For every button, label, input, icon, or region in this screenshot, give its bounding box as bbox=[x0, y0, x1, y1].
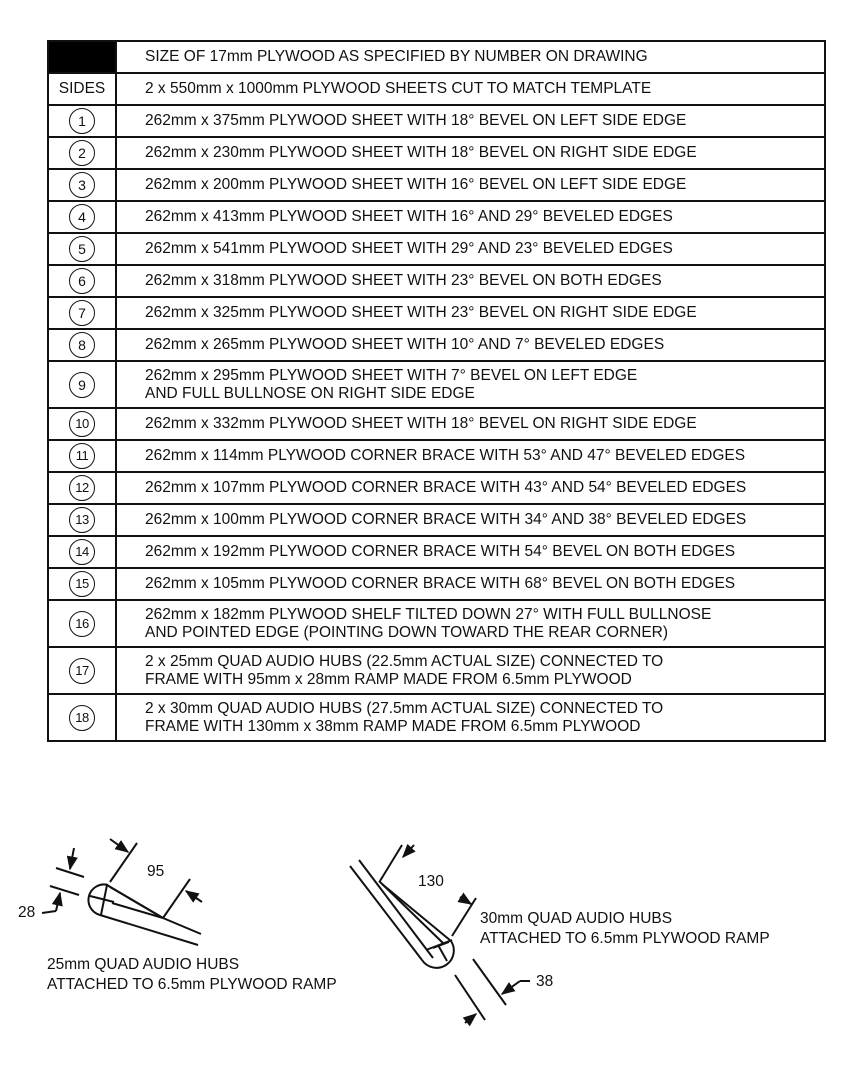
right-caption-line1: 30mm QUAD AUDIO HUBS bbox=[480, 910, 673, 927]
sides-label: SIDES bbox=[48, 73, 116, 105]
part-description-line: 262mm x 295mm PLYWOOD SHEET WITH 7° BEVEL ON LEFT EDGE bbox=[145, 366, 638, 384]
part-description-line: FRAME WITH 130mm x 38mm RAMP MADE FROM 6.5mm PLYWOOD bbox=[145, 717, 641, 735]
left-length-label: 95 bbox=[147, 863, 165, 880]
part-description-line: 262mm x 413mm PLYWOOD SHEET WITH 16° AND 29° BEVELED EDGES bbox=[145, 208, 673, 225]
part-description-line: AND FULL BULLNOSE ON RIGHT SIDE EDGE bbox=[145, 384, 475, 402]
part-description-line: 262mm x 107mm PLYWOOD CORNER BRACE WITH 43° AND 54° BEVELED EDGES bbox=[145, 479, 747, 496]
part-number-badge: 4 bbox=[69, 204, 95, 230]
part-number-badge: 13 bbox=[69, 507, 95, 533]
part-description-line: 2 x 30mm QUAD AUDIO HUBS (27.5mm ACTUAL SIZE) CONNECTED TO bbox=[145, 699, 664, 717]
part-number-badge: 6 bbox=[69, 268, 95, 294]
part-number-badge: 18 bbox=[69, 705, 95, 731]
part-description-line: 262mm x 541mm PLYWOOD SHEET WITH 29° AND 23° BEVELED EDGES bbox=[145, 240, 673, 257]
sides-description: 2 x 550mm x 1000mm PLYWOOD SHEETS CUT TO MATCH TEMPLATE bbox=[116, 73, 825, 105]
part-number-badge: 7 bbox=[69, 300, 95, 326]
part-description-line: 262mm x 100mm PLYWOOD CORNER BRACE WITH 34° AND 38° BEVELED EDGES bbox=[145, 511, 747, 528]
part-number-badge: 5 bbox=[69, 236, 95, 262]
part-number-badge: 8 bbox=[69, 332, 95, 358]
part-description-line: 262mm x 182mm PLYWOOD SHELF TILTED DOWN 27° WITH FULL BULLNOSE bbox=[145, 605, 712, 623]
part-description-line: 262mm x 325mm PLYWOOD SHEET WITH 23° BEVEL ON RIGHT SIDE EDGE bbox=[145, 304, 697, 321]
part-number-badge: 10 bbox=[69, 411, 95, 437]
part-number-badge: 17 bbox=[69, 658, 95, 684]
part-description-line: 262mm x 105mm PLYWOOD CORNER BRACE WITH 68° BEVEL ON BOTH EDGES bbox=[145, 575, 736, 592]
part-description-line: 262mm x 265mm PLYWOOD SHEET WITH 10° AND 7° BEVELED EDGES bbox=[145, 336, 665, 353]
part-number-badge: 12 bbox=[69, 475, 95, 501]
part-number-badge: 16 bbox=[69, 611, 95, 637]
right-caption-line2: ATTACHED TO 6.5mm PLYWOOD RAMP bbox=[480, 930, 770, 947]
right-length-label: 130 bbox=[418, 873, 444, 890]
part-description-line: AND POINTED EDGE (POINTING DOWN TOWARD THE REAR CORNER) bbox=[145, 623, 669, 641]
left-caption bbox=[47, 955, 337, 995]
part-description-line: 262mm x 375mm PLYWOOD SHEET WITH 18° BEVEL ON LEFT SIDE EDGE bbox=[145, 112, 687, 129]
left-caption-line1: 25mm QUAD AUDIO HUBS bbox=[47, 956, 240, 973]
part-number-badge: 11 bbox=[69, 443, 95, 469]
part-number-badge: 3 bbox=[69, 172, 95, 198]
part-description-line: 262mm x 200mm PLYWOOD SHEET WITH 16° BEVEL ON LEFT SIDE EDGE bbox=[145, 176, 687, 193]
part-description-line: FRAME WITH 95mm x 28mm RAMP MADE FROM 6.5mm PLYWOOD bbox=[145, 670, 632, 688]
left-caption-line2: ATTACHED TO 6.5mm PLYWOOD RAMP bbox=[47, 976, 337, 993]
part-number-badge: 1 bbox=[69, 108, 95, 134]
left-thickness-label: 28 bbox=[18, 904, 36, 921]
part-description-line: 262mm x 318mm PLYWOOD SHEET WITH 23° BEVEL ON BOTH EDGES bbox=[145, 272, 662, 289]
part-description-line: 262mm x 230mm PLYWOOD SHEET WITH 18° BEVEL ON RIGHT SIDE EDGE bbox=[145, 144, 697, 161]
part-description-line: 262mm x 114mm PLYWOOD CORNER BRACE WITH 53° AND 47° BEVELED EDGES bbox=[145, 447, 746, 464]
right-caption bbox=[480, 909, 770, 949]
part-description-line: 262mm x 192mm PLYWOOD CORNER BRACE WITH 54° BEVEL ON BOTH EDGES bbox=[145, 543, 736, 560]
part-number-badge: 14 bbox=[69, 539, 95, 565]
header-description: SIZE OF 17mm PLYWOOD AS SPECIFIED BY NUMBER ON DRAWING bbox=[116, 41, 825, 73]
part-number-badge: 15 bbox=[69, 571, 95, 597]
part-description-line: 2 x 25mm QUAD AUDIO HUBS (22.5mm ACTUAL SIZE) CONNECTED TO bbox=[145, 652, 664, 670]
part-description-line: 262mm x 332mm PLYWOOD SHEET WITH 18° BEVEL ON RIGHT SIDE EDGE bbox=[145, 415, 697, 432]
left-ramp-drawing bbox=[42, 839, 202, 945]
part-number-badge: 9 bbox=[69, 372, 95, 398]
right-thickness-label: 38 bbox=[536, 973, 554, 990]
part-number-badge: 2 bbox=[69, 140, 95, 166]
